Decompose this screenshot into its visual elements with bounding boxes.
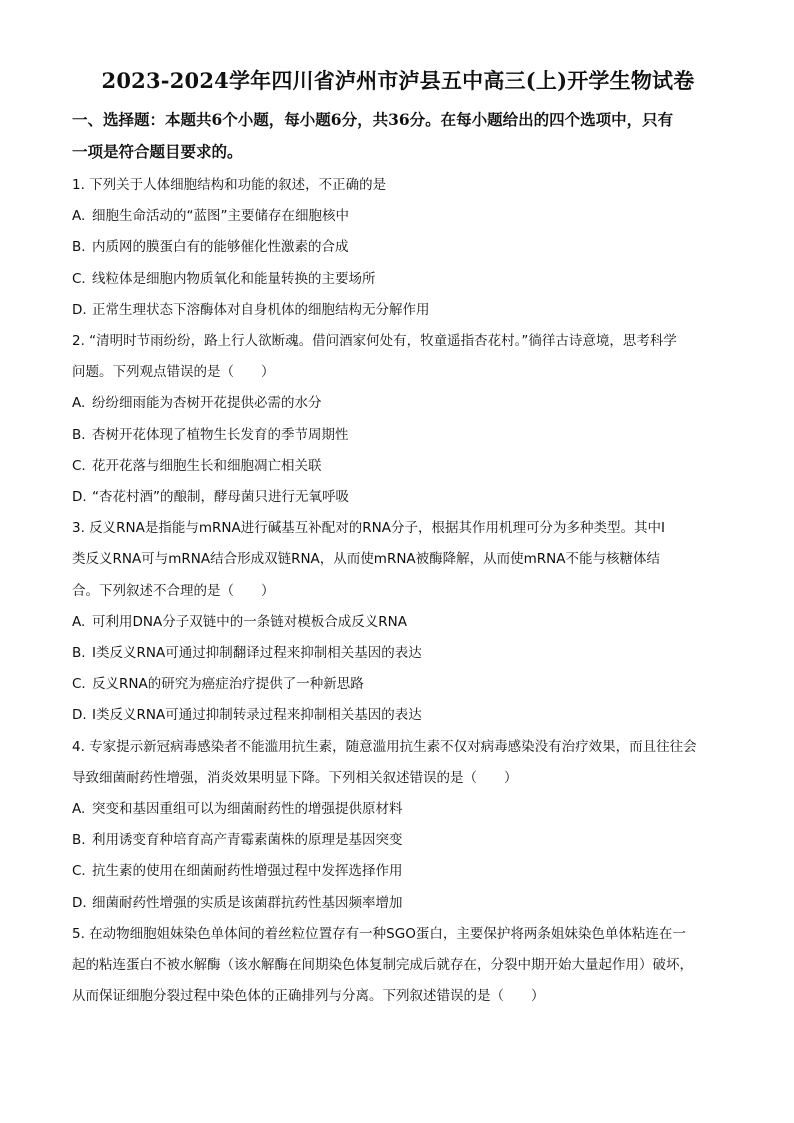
option-letter: D. — [72, 894, 87, 911]
option-b — [72, 420, 724, 451]
option-text: 抗生素的使用在细菌耐药性增强过程中发挥选择作用 — [92, 863, 403, 880]
section-heading — [72, 104, 724, 168]
option-b — [72, 825, 724, 856]
question-stem-line: 1. 下列关于人体细胞结构和功能的叙述，不正确的是 — [72, 177, 387, 193]
question-2 — [72, 326, 724, 513]
option-text: 杏树开花体现了植物生长发育的季节周期性 — [92, 426, 349, 443]
option-text: 细菌耐药性增强的实质是该菌群抗药性基因频率增加 — [92, 894, 403, 911]
option-letter: A. — [72, 613, 86, 630]
question-stem-line: 3. 反义RNA是指能与mRNA进行碱基互补配对的RNA分子，根据其作用机理可分为多种类型。其中I — [72, 520, 665, 537]
question-stem-line: 问题。下列观点错误的是（ ） — [72, 364, 275, 381]
option-c — [72, 264, 724, 295]
option-text: I类反义RNA可通过抑制翻译过程来抑制相关基因的表达 — [92, 645, 422, 662]
option-d — [72, 295, 724, 326]
option-text: I类反义RNA可通过抑制转录过程来抑制相关基因的表达 — [92, 707, 422, 724]
option-d — [72, 888, 724, 919]
question-list — [72, 170, 724, 1012]
option-c — [72, 451, 724, 482]
option-letter: C. — [72, 270, 86, 287]
question-stem-line: 合。下列叙述不合理的是（ ） — [72, 582, 275, 599]
option-text: 细胞生命活动的“蓝图”主要储存在细胞核中 — [92, 208, 349, 225]
option-letter: C. — [72, 863, 86, 880]
question-stem-line: 5. 在动物细胞姐妹染色单体间的着丝粒位置存有一种SGO蛋白，主要保护将两条姐妹染色单体粘连在一 — [72, 925, 686, 942]
option-text: 内质网的膜蛋白有的能够催化性激素的合成 — [92, 239, 349, 256]
option-b — [72, 638, 724, 669]
section-heading-line: 一项是符合题目要求的。 — [72, 142, 243, 161]
option-letter: A. — [72, 801, 86, 818]
option-text: “杏花村酒”的酿制，酵母菌只进行无氧呼吸 — [92, 489, 349, 506]
question-stem-line: 起的粘连蛋白不被水解酶（该水解酶在间期染色体复制完成后就存在，分裂中期开始大量起作用）破坏， — [72, 957, 693, 974]
option-letter: B. — [72, 426, 86, 443]
option-letter: B. — [72, 832, 86, 849]
option-letter: D. — [72, 301, 87, 318]
question-stem-line: 4. 专家提示新冠病毒感染者不能滥用抗生素，随意滥用抗生素不仅对病毒感染没有治疗效果，而且往往会 — [72, 738, 697, 755]
option-a — [72, 607, 724, 638]
option-text: 利用诱变育种培育高产青霉素菌株的原理是基因突变 — [92, 832, 403, 849]
option-text: 反义RNA的研究为癌症治疗提供了一种新思路 — [92, 676, 364, 693]
option-text: 突变和基因重组可以为细菌耐药性的增强提供原材料 — [92, 801, 403, 818]
option-c — [72, 856, 724, 887]
option-c — [72, 669, 724, 700]
option-letter: A. — [72, 395, 86, 412]
option-text: 可利用DNA分子双链中的一条链对模板合成反义RNA — [92, 613, 407, 630]
question-3 — [72, 513, 724, 731]
question-5 — [72, 919, 724, 1013]
option-a — [72, 201, 724, 232]
option-text: 正常生理状态下溶酶体对自身机体的细胞结构无分解作用 — [92, 301, 430, 318]
option-letter: A. — [72, 208, 86, 225]
option-letter: C. — [72, 457, 86, 474]
option-d — [72, 482, 724, 513]
page-title: 2023-2024学年四川省泸州市泸县五中高三(上)开学生物试卷 — [101, 68, 695, 93]
section-heading-line: 一、选择题：本题共6个小题，每小题6分，共36分。在每小题给出的四个选项中，只有 — [72, 110, 674, 129]
question-4 — [72, 732, 724, 919]
question-stem-line: 导致细菌耐药性增强，消炎效果明显下降。下列相关叙述错误的是（ ） — [72, 769, 518, 786]
question-stem-line: 2. “清明时节雨纷纷，路上行人欲断魂。借问酒家何处有，牧童遥指杏花村。”徜徉古诗意境，思考科学 — [72, 333, 677, 350]
option-a — [72, 794, 724, 825]
option-letter: B. — [72, 239, 86, 256]
option-letter: D. — [72, 707, 87, 724]
option-b — [72, 232, 724, 263]
question-1 — [72, 170, 724, 326]
option-text: 花开花落与细胞生长和细胞凋亡相关联 — [92, 457, 322, 474]
option-letter: C. — [72, 676, 86, 693]
option-text: 纷纷细雨能为杏树开花提供必需的水分 — [92, 395, 322, 412]
option-text: 线粒体是细胞内物质氧化和能量转换的主要场所 — [92, 270, 376, 287]
option-a — [72, 388, 724, 419]
option-letter: D. — [72, 489, 87, 506]
option-d — [72, 700, 724, 731]
option-letter: B. — [72, 645, 86, 662]
question-stem-line: 从而保证细胞分裂过程中染色体的正确排列与分离。下列叙述错误的是（ ） — [72, 988, 545, 1005]
question-stem-line: 类反义RNA可与mRNA结合形成双链RNA，从而使mRNA被酶降解，从而使mRNA不能与核糖体结 — [72, 551, 661, 568]
